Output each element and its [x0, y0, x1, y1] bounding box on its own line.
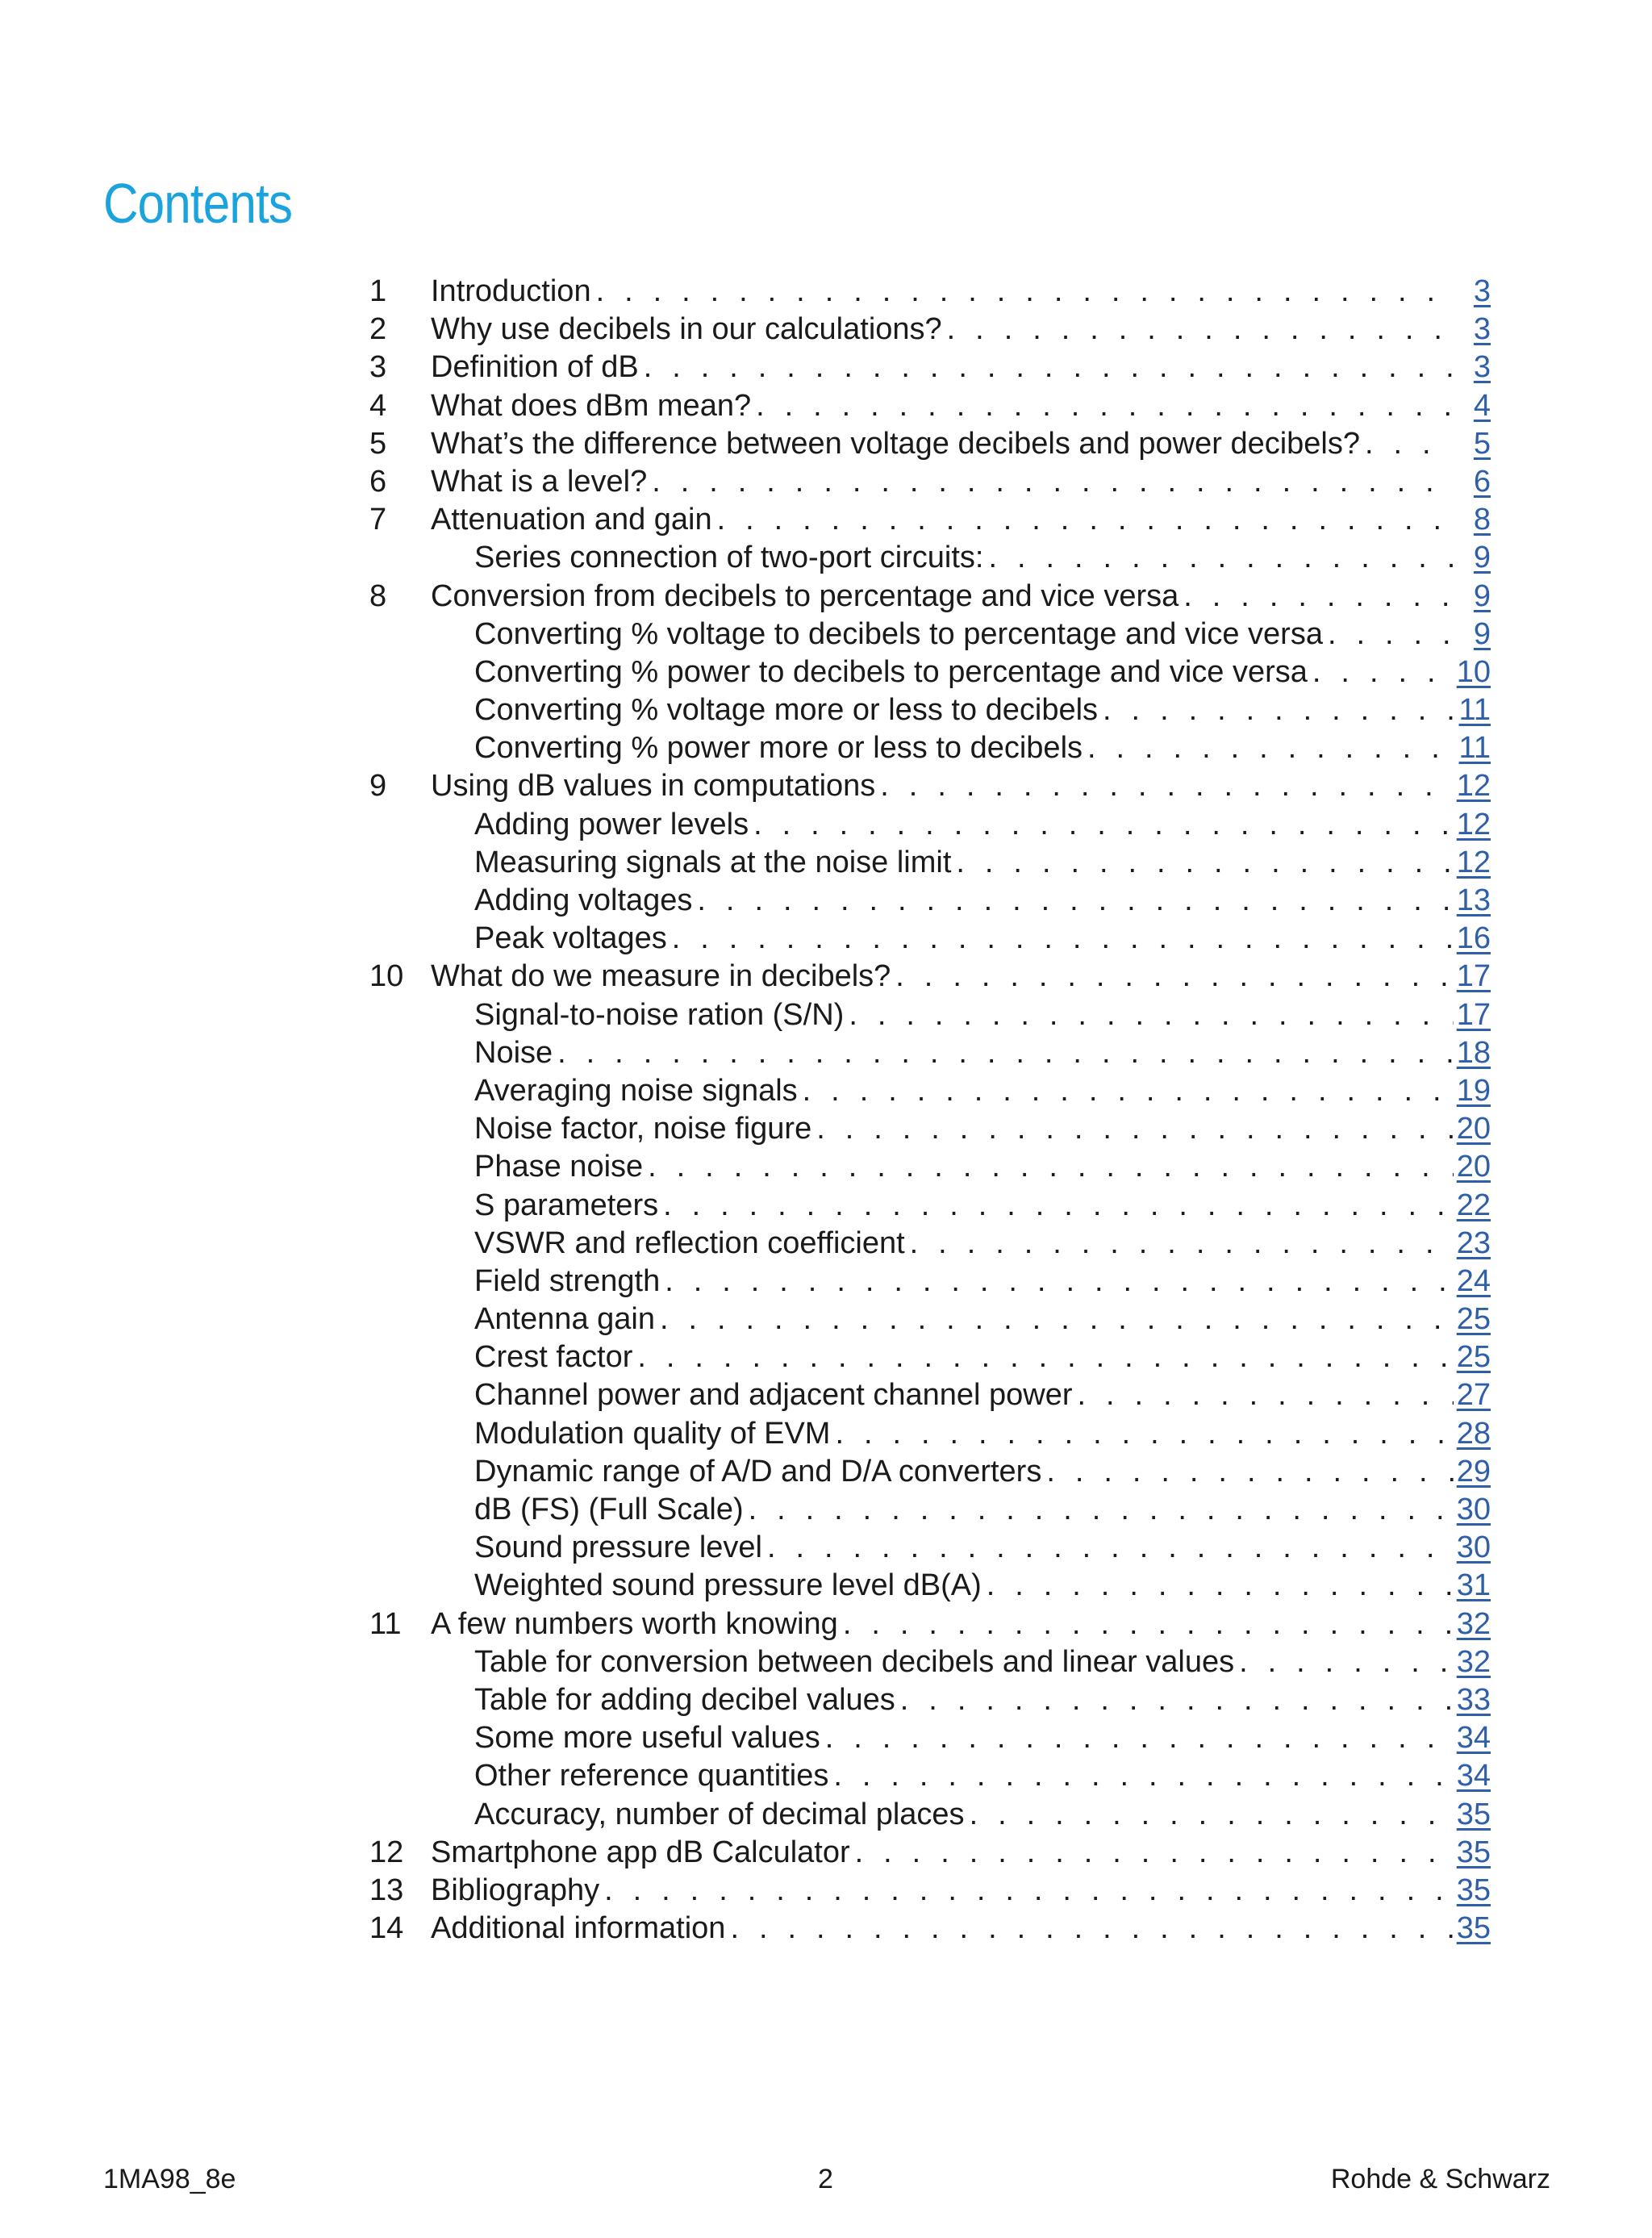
- dot-leader: [895, 1681, 1454, 1719]
- dot-leader: [830, 1415, 1454, 1453]
- toc-entry[interactable]: [369, 501, 1491, 539]
- toc-entry-line: [474, 691, 1491, 729]
- toc-entry-line: [474, 1415, 1491, 1453]
- toc-page-link[interactable]: 13: [1456, 883, 1491, 917]
- toc-page-link[interactable]: 25: [1456, 1302, 1491, 1337]
- dot-leader: [725, 1910, 1454, 1948]
- toc-page-link[interactable]: 25: [1456, 1340, 1491, 1375]
- toc-entry-number: 7: [369, 503, 387, 537]
- toc-page-link[interactable]: 28: [1456, 1416, 1491, 1451]
- dot-leader: [660, 1263, 1454, 1301]
- table-of-contents: [369, 273, 1491, 1948]
- toc-entry[interactable]: [369, 1834, 1491, 1872]
- toc-entry[interactable]: [369, 1491, 1491, 1529]
- dot-leader: [850, 1834, 1454, 1872]
- toc-entry-label: Accuracy, number of decimal places: [474, 1797, 965, 1831]
- dot-leader: [692, 882, 1454, 920]
- dot-leader: [1073, 1376, 1454, 1414]
- toc-entry[interactable]: [369, 1376, 1491, 1414]
- dot-leader: [632, 1338, 1454, 1376]
- toc-entry[interactable]: [369, 1338, 1491, 1376]
- toc-entry[interactable]: [369, 1681, 1491, 1719]
- toc-entry-label: Conversion from decibels to percentage and vice versa: [431, 578, 1179, 613]
- toc-entry[interactable]: [369, 844, 1491, 882]
- dot-leader: [1234, 1643, 1454, 1681]
- toc-entry-label: Measuring signals at the noise limit: [474, 845, 952, 879]
- toc-entry-label: Table for adding decibel values: [474, 1682, 895, 1717]
- toc-entry-line: [431, 501, 1491, 539]
- toc-page-link[interactable]: 18: [1456, 1035, 1491, 1070]
- toc-page-link[interactable]: 32: [1456, 1644, 1491, 1679]
- toc-entry-line: [474, 1757, 1491, 1795]
- dot-leader: [951, 844, 1454, 882]
- toc-entry-line: [474, 1491, 1491, 1529]
- toc-entry-label: Attenuation and gain: [431, 503, 712, 537]
- dot-leader: [591, 273, 1454, 311]
- toc-entry[interactable]: [369, 273, 1491, 311]
- toc-entry-label: Noise factor, noise figure: [474, 1112, 812, 1146]
- toc-entry-line: [474, 1681, 1491, 1719]
- toc-entry-line: [474, 1719, 1491, 1757]
- toc-entry-number: 12: [369, 1835, 404, 1869]
- toc-page-link[interactable]: 32: [1456, 1606, 1491, 1641]
- dot-leader: [942, 311, 1454, 349]
- toc-page-link[interactable]: 31: [1456, 1568, 1491, 1603]
- toc-entry-line: [474, 920, 1491, 958]
- toc-entry[interactable]: [369, 1719, 1491, 1757]
- toc-entry-label: Series connection of two-port circuits:: [474, 541, 984, 575]
- toc-entry[interactable]: [369, 1872, 1491, 1910]
- toc-entry-line: [431, 767, 1491, 805]
- dot-leader: [744, 1491, 1454, 1529]
- toc-page-link[interactable]: 11: [1458, 693, 1491, 728]
- toc-entry-line: [474, 1148, 1491, 1186]
- toc-entry-label: Why use decibels in our calculations?: [431, 312, 942, 347]
- toc-entry-label: Signal-to-noise ration (S/N): [474, 997, 845, 1032]
- toc-entry-line: [474, 1072, 1491, 1110]
- toc-entry-number: 4: [369, 388, 387, 423]
- toc-page-link[interactable]: 30: [1456, 1493, 1491, 1526]
- toc-entry-number: 8: [369, 578, 387, 613]
- toc-page-link[interactable]: 11: [1458, 731, 1491, 766]
- toc-entry-label: Other reference quantities: [474, 1759, 829, 1793]
- dot-leader: [655, 1301, 1454, 1338]
- dot-leader: [1360, 425, 1454, 463]
- toc-entry[interactable]: [369, 1529, 1491, 1567]
- toc-entry-line: [431, 958, 1491, 996]
- toc-entry-line: [474, 996, 1491, 1034]
- dot-leader: [658, 1187, 1454, 1225]
- toc-entry[interactable]: [369, 958, 1491, 996]
- toc-entry-label: Noise: [474, 1035, 553, 1070]
- dot-leader: [798, 1072, 1454, 1110]
- toc-entry[interactable]: [369, 1034, 1491, 1072]
- toc-entry[interactable]: [369, 1301, 1491, 1338]
- toc-page-link[interactable]: 12: [1456, 807, 1491, 841]
- dot-leader: [1179, 578, 1454, 616]
- toc-entry[interactable]: [369, 1072, 1491, 1110]
- toc-page-link[interactable]: 33: [1456, 1682, 1491, 1717]
- dot-leader: [984, 539, 1454, 577]
- dot-leader: [762, 1529, 1454, 1567]
- toc-entry-number: 1: [369, 274, 387, 308]
- toc-entry[interactable]: [369, 1605, 1491, 1643]
- toc-page-link[interactable]: 9: [1473, 578, 1491, 613]
- page-title: Contents: [103, 172, 293, 235]
- toc-page-link[interactable]: 20: [1456, 1112, 1491, 1146]
- dot-leader: [647, 463, 1454, 501]
- toc-entry[interactable]: [369, 691, 1491, 729]
- toc-entry-line: [431, 349, 1491, 386]
- toc-entry[interactable]: [369, 920, 1491, 958]
- toc-entry-label: dB (FS) (Full Scale): [474, 1493, 744, 1526]
- toc-page-link[interactable]: 35: [1456, 1873, 1491, 1907]
- toc-entry-line: [474, 844, 1491, 882]
- toc-entry-label: Averaging noise signals: [474, 1073, 798, 1108]
- toc-entry-label: Weighted sound pressure level dB(A): [474, 1568, 982, 1603]
- dot-leader: [838, 1605, 1454, 1643]
- toc-entry[interactable]: [369, 1910, 1491, 1948]
- dot-leader: [1041, 1453, 1454, 1491]
- toc-page-link[interactable]: 12: [1456, 769, 1491, 804]
- toc-entry-label: Channel power and adjacent channel power: [474, 1378, 1073, 1413]
- toc-entry[interactable]: [369, 1796, 1491, 1834]
- dot-leader: [844, 996, 1454, 1034]
- toc-entry-number: 9: [369, 769, 387, 804]
- toc-entry[interactable]: [369, 996, 1491, 1034]
- toc-entry[interactable]: [369, 1110, 1491, 1148]
- toc-entry-line: [474, 1187, 1491, 1225]
- toc-entry[interactable]: [369, 578, 1491, 616]
- dot-leader: [1083, 729, 1454, 767]
- dot-leader: [749, 806, 1454, 844]
- dot-leader: [1098, 691, 1454, 729]
- toc-entry-label: Bibliography: [431, 1873, 600, 1907]
- toc-entry-line: [431, 1910, 1491, 1948]
- toc-entry-line: [474, 539, 1491, 577]
- toc-page-link[interactable]: 9: [1473, 541, 1491, 575]
- toc-entry-line: [474, 1796, 1491, 1834]
- toc-entry-label: Adding voltages: [474, 883, 693, 917]
- dot-leader: [553, 1034, 1454, 1072]
- toc-page-link[interactable]: 9: [1473, 616, 1491, 651]
- toc-entry-number: 13: [369, 1873, 404, 1907]
- toc-page-link[interactable]: 30: [1456, 1530, 1491, 1565]
- toc-entry-label: Field strength: [474, 1263, 661, 1298]
- toc-entry-number: 3: [369, 350, 387, 385]
- toc-entry-label: S parameters: [474, 1188, 659, 1222]
- toc-entry-line: [474, 1376, 1491, 1414]
- toc-entry-label: Dynamic range of A/D and D/A converters: [474, 1454, 1042, 1489]
- toc-page-link[interactable]: 12: [1456, 845, 1491, 879]
- toc-entry-line: [474, 1453, 1491, 1491]
- toc-page-link[interactable]: 3: [1473, 350, 1491, 385]
- dot-leader: [891, 958, 1454, 996]
- toc-entry[interactable]: [369, 463, 1491, 501]
- toc-entry-label: Crest factor: [474, 1340, 633, 1375]
- toc-entry[interactable]: [369, 425, 1491, 463]
- toc-page-link[interactable]: 17: [1456, 959, 1491, 994]
- footer-doc-id: 1MA98_8e: [103, 2164, 236, 2194]
- toc-entry-line: [431, 578, 1491, 616]
- toc-entry-line: [431, 425, 1491, 463]
- toc-entry-line: [474, 1034, 1491, 1072]
- toc-entry[interactable]: [369, 653, 1491, 691]
- toc-entry-line: [474, 1338, 1491, 1376]
- toc-page-link[interactable]: 20: [1456, 1150, 1491, 1184]
- footer-company: Rohde & Schwarz: [1330, 2164, 1550, 2194]
- toc-entry-line: [431, 463, 1491, 501]
- toc-entry-label: Table for conversion between decibels and linear values: [474, 1644, 1235, 1679]
- toc-entry-line: [474, 1301, 1491, 1338]
- toc-entry[interactable]: [369, 882, 1491, 920]
- toc-entry-label: Converting % power more or less to decibels: [474, 731, 1083, 766]
- toc-entry-line: [474, 729, 1491, 767]
- toc-entry-number: 14: [369, 1911, 404, 1946]
- toc-entry[interactable]: [369, 1187, 1491, 1225]
- toc-page-link[interactable]: 17: [1456, 997, 1491, 1032]
- toc-entry-label: Converting % voltage to decibels to percentage and vice versa: [474, 616, 1323, 651]
- toc-entry-label: Modulation quality of EVM: [474, 1416, 831, 1451]
- toc-entry-label: Sound pressure level: [474, 1530, 762, 1565]
- dot-leader: [599, 1872, 1454, 1910]
- toc-entry-label: Peak voltages: [474, 921, 667, 956]
- dot-leader: [1308, 653, 1454, 691]
- toc-entry-line: [431, 387, 1491, 425]
- toc-entry-label: Phase noise: [474, 1150, 644, 1184]
- toc-page-link[interactable]: 34: [1456, 1759, 1491, 1793]
- toc-entry-number: 11: [369, 1606, 402, 1641]
- dot-leader: [643, 1148, 1454, 1186]
- toc-page-link[interactable]: 8: [1473, 503, 1491, 537]
- toc-entry-line: [474, 1643, 1491, 1681]
- toc-entry-line: [474, 1529, 1491, 1567]
- toc-entry[interactable]: [369, 729, 1491, 767]
- toc-entry-line: [474, 1225, 1491, 1263]
- dot-leader: [751, 387, 1454, 425]
- toc-entry[interactable]: [369, 1148, 1491, 1186]
- toc-entry-label: A few numbers worth knowing: [431, 1606, 838, 1641]
- toc-entry[interactable]: [369, 539, 1491, 577]
- toc-entry[interactable]: [369, 387, 1491, 425]
- toc-entry-line: [431, 311, 1491, 349]
- dot-leader: [820, 1719, 1454, 1757]
- dot-leader: [905, 1225, 1454, 1263]
- footer-page-number: 2: [818, 2164, 833, 2194]
- toc-entry[interactable]: [369, 1757, 1491, 1795]
- toc-page-link[interactable]: 24: [1456, 1263, 1491, 1298]
- toc-page-link[interactable]: 10: [1456, 654, 1491, 689]
- toc-entry-label: Antenna gain: [474, 1302, 655, 1337]
- toc-entry-line: [431, 273, 1491, 311]
- toc-entry[interactable]: [369, 1225, 1491, 1263]
- dot-leader: [639, 349, 1454, 386]
- toc-entry[interactable]: [369, 1567, 1491, 1605]
- toc-entry[interactable]: [369, 311, 1491, 349]
- dot-leader: [712, 501, 1454, 539]
- toc-entry-number: 6: [369, 464, 387, 499]
- toc-entry-label: Adding power levels: [474, 807, 749, 841]
- toc-entry-label: VSWR and reflection coefficient: [474, 1225, 905, 1260]
- dot-leader: [828, 1757, 1454, 1795]
- toc-entry-label: Introduction: [431, 274, 591, 308]
- toc-entry-line: [474, 882, 1491, 920]
- toc-entry-line: [431, 1834, 1491, 1872]
- toc-page-link[interactable]: 27: [1456, 1378, 1491, 1413]
- toc-entry-label: What is a level?: [431, 464, 648, 499]
- toc-entry[interactable]: [369, 616, 1491, 653]
- toc-page-link[interactable]: 35: [1456, 1911, 1491, 1946]
- toc-entry-line: [474, 616, 1491, 653]
- toc-entry[interactable]: [369, 349, 1491, 386]
- toc-page-link[interactable]: 34: [1456, 1721, 1491, 1756]
- toc-entry-line: [431, 1605, 1491, 1643]
- toc-page-link[interactable]: 23: [1456, 1225, 1491, 1260]
- toc-entry-label: Definition of dB: [431, 350, 639, 385]
- toc-entry-label: Additional information: [431, 1911, 726, 1946]
- toc-entry-line: [474, 1110, 1491, 1148]
- toc-page-link[interactable]: 6: [1473, 464, 1491, 499]
- toc-entry-label: Using dB values in computations: [431, 769, 876, 804]
- toc-entry[interactable]: [369, 1415, 1491, 1453]
- toc-page-link[interactable]: 3: [1473, 274, 1491, 308]
- toc-entry[interactable]: [369, 1453, 1491, 1491]
- toc-entry-label: Converting % voltage more or less to decibels: [474, 693, 1099, 728]
- toc-page-link[interactable]: 35: [1456, 1797, 1491, 1831]
- toc-page-link[interactable]: 3: [1473, 312, 1491, 347]
- dot-leader: [875, 767, 1454, 805]
- toc-page-link[interactable]: 35: [1456, 1835, 1491, 1869]
- toc-entry-number: 2: [369, 312, 387, 347]
- dot-leader: [1323, 616, 1454, 653]
- toc-page-link[interactable]: 4: [1473, 388, 1491, 423]
- toc-entry-line: [474, 1263, 1491, 1301]
- toc-entry-line: [474, 653, 1491, 691]
- toc-entry-label: What do we measure in decibels?: [431, 959, 891, 994]
- toc-entry-line: [474, 1567, 1491, 1605]
- toc-page-link[interactable]: 29: [1456, 1454, 1491, 1489]
- toc-entry[interactable]: [369, 806, 1491, 844]
- toc-page-link[interactable]: 5: [1473, 426, 1491, 461]
- toc-entry-line: [474, 806, 1491, 844]
- toc-entry[interactable]: [369, 1263, 1491, 1301]
- dot-leader: [667, 920, 1454, 958]
- toc-entry[interactable]: [369, 1643, 1491, 1681]
- toc-entry-number: 10: [369, 959, 404, 994]
- dot-leader: [811, 1110, 1454, 1148]
- toc-page-link[interactable]: 16: [1456, 921, 1491, 956]
- dot-leader: [982, 1567, 1454, 1605]
- toc-entry[interactable]: [369, 767, 1491, 805]
- dot-leader: [965, 1796, 1454, 1834]
- toc-page-link[interactable]: 19: [1456, 1073, 1491, 1108]
- toc-entry-line: [431, 1872, 1491, 1910]
- toc-entry-label: Some more useful values: [474, 1721, 820, 1756]
- toc-page-link[interactable]: 22: [1456, 1188, 1491, 1222]
- toc-entry-label: Converting % power to decibels to percentage and vice versa: [474, 654, 1308, 689]
- toc-entry-label: What does dBm mean?: [431, 388, 752, 423]
- toc-entry-label: What’s the difference between voltage decibels and power decibels?: [431, 426, 1361, 461]
- toc-entry-label: Smartphone app dB Calculator: [431, 1835, 850, 1869]
- toc-entry-number: 5: [369, 426, 387, 461]
